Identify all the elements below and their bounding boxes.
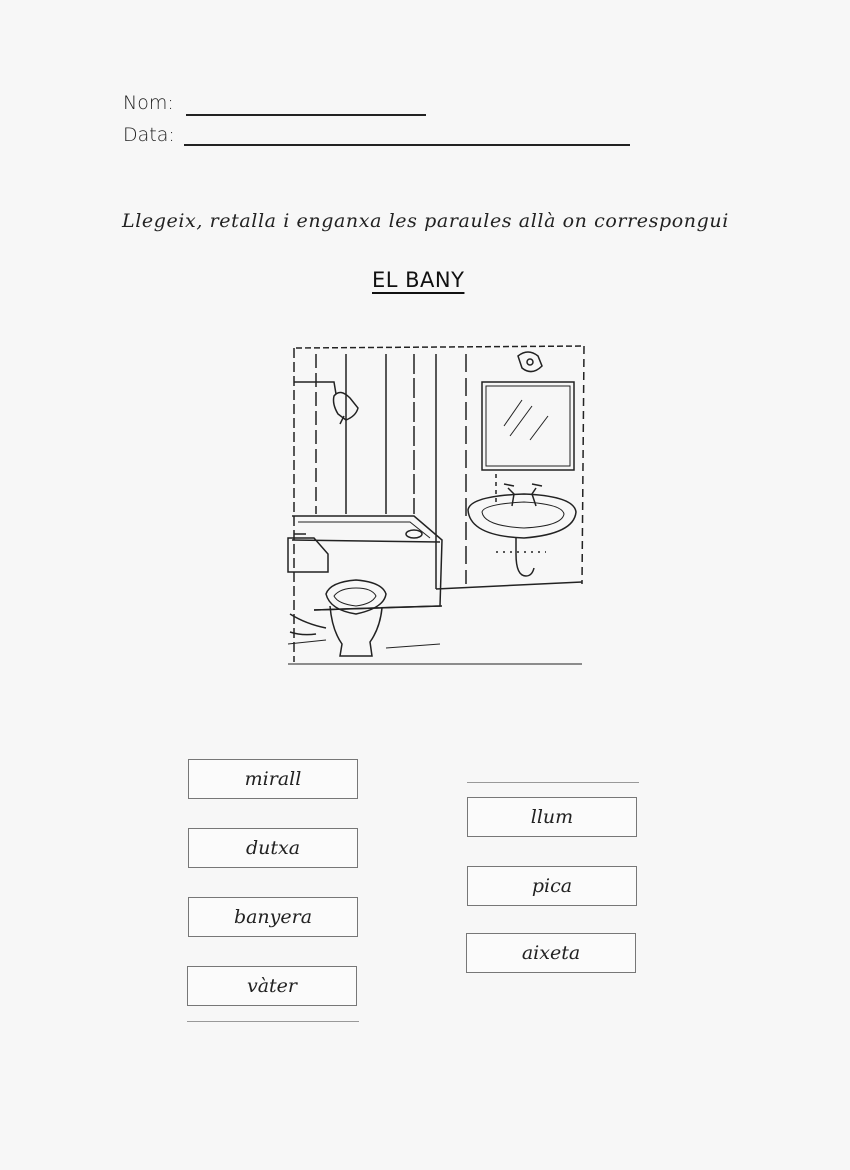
word-card-label: pica (531, 875, 573, 897)
word-card-label: banyera (233, 906, 313, 928)
word-card-label: llum (530, 806, 574, 828)
name-field[interactable] (186, 114, 426, 116)
cut-line (187, 1021, 359, 1022)
word-card-dutxa[interactable] (188, 828, 358, 868)
word-card-label: aixeta (521, 942, 581, 964)
page-title: EL BANY (372, 268, 465, 292)
word-card-label: dutxa (245, 837, 301, 859)
word-card-label: mirall (244, 768, 302, 790)
cut-line (467, 782, 639, 783)
word-card-label: vàter (246, 975, 298, 997)
date-field[interactable] (184, 144, 630, 146)
name-label: Nom: (123, 92, 174, 114)
word-card-vater[interactable] (187, 966, 357, 1006)
word-card-llum[interactable] (467, 797, 637, 837)
word-card-pica[interactable] (467, 866, 637, 906)
instruction-text: Llegeix, retalla i enganxa les paraules allà on correspongui (122, 210, 729, 232)
bathroom-illustration (286, 344, 586, 666)
word-card-mirall[interactable] (188, 759, 358, 799)
word-card-banyera[interactable] (188, 897, 358, 937)
word-card-aixeta[interactable] (466, 933, 636, 973)
date-label: Data: (123, 124, 175, 146)
